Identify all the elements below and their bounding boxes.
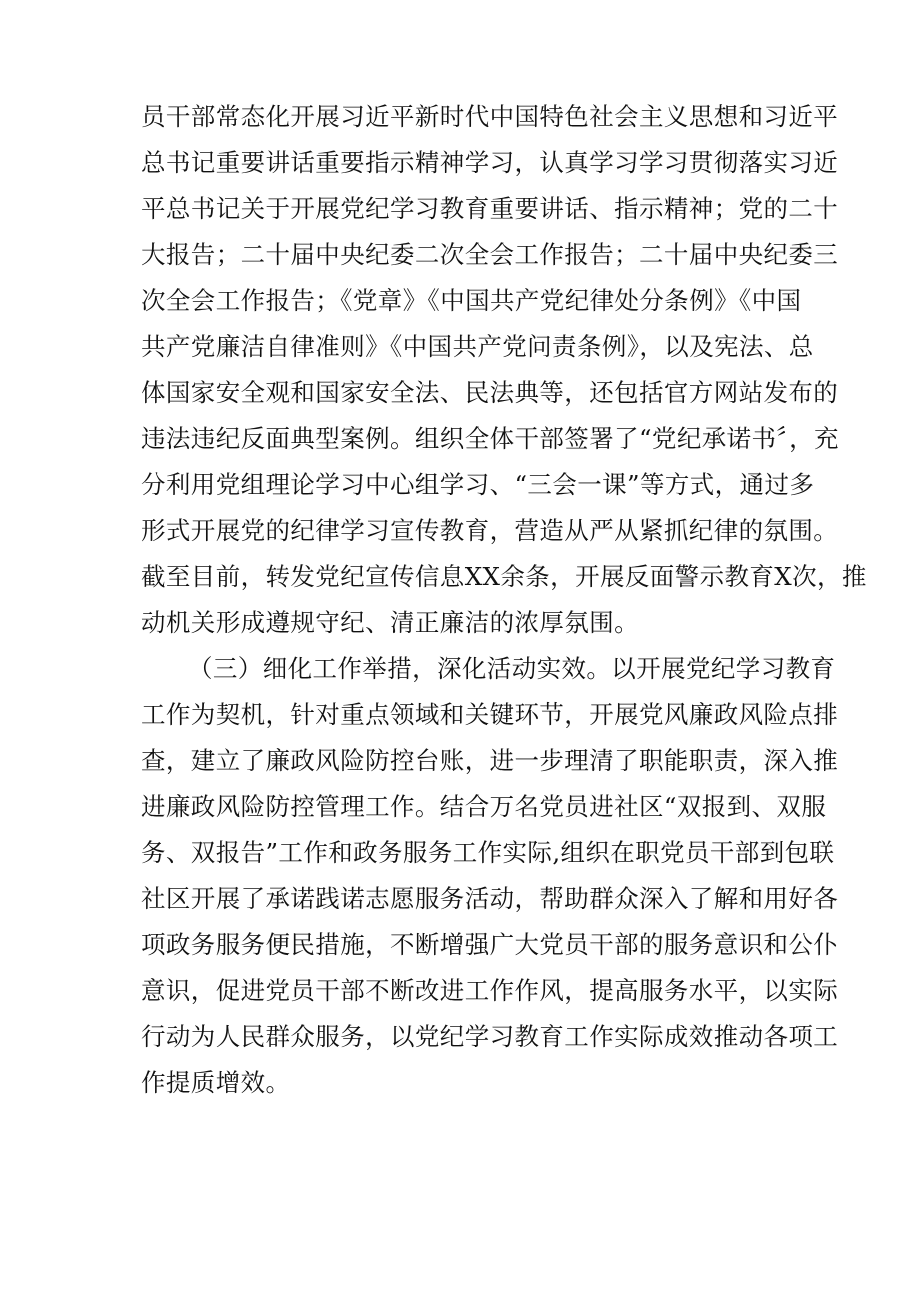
body-text-line: 动机关形成遵规守纪、清正廉洁的浓厚氛围。	[141, 608, 639, 637]
body-text-line: 意识，促进党员干部不断改进工作作风，提高服务水平，以实际	[141, 976, 839, 1005]
body-text-line: 形式开展党的纪律学习宣传教育，营造从严从紧抓纪律的氛围。	[141, 516, 839, 545]
body-text-line: 社区开展了承诺践诺志愿服务活动，帮助群众深入了解和用好各	[141, 884, 839, 913]
body-text-line: 总书记重要讲话重要指示精神学习，认真学习学习贯彻落实习近	[141, 148, 839, 177]
body-text-line: 违法违纪反面典型案例。组织全体干部签署了“党纪承诺书〞，充	[141, 424, 839, 453]
body-text-line: 项政务服务便民措施，不断增强广大党员干部的服务意识和公仆	[141, 930, 839, 959]
body-text-line: 进廉政风险防控管理工作。结合万名党员进社区“双报到、双服	[141, 792, 827, 821]
body-text-line: 大报告；二十届中央纪委二次全会工作报告；二十届中央纪委三	[141, 240, 839, 269]
body-text-line: 分利用党组理论学习中心组学习、“三会一课”等方式，通过多	[141, 470, 815, 499]
body-text-line: 平总书记关于开展党纪学习教育重要讲话、指示精神；党的二十	[141, 194, 839, 223]
body-text-line: 体国家安全观和国家安全法、民法典等，还包括官方网站发布的	[141, 378, 839, 407]
body-text-line: 共产党廉洁自律准则》《中国共产党问责条例》，以及宪法、总	[141, 332, 814, 361]
section-heading-line: （三）细化工作举措，深化活动实效。以开展党纪学习教育	[188, 654, 836, 683]
body-text-line: 务、双报告”工作和政务服务工作实际,组织在职党员干部到包联	[141, 838, 835, 867]
body-text-line: 工作为契机，针对重点领域和关键环节，开展党风廉政风险点排	[141, 700, 839, 729]
body-text-line: 作提质增效。	[141, 1068, 291, 1097]
body-text-line: 员干部常态化开展习近平新时代中国特色社会主义思想和习近平	[141, 102, 839, 131]
body-text-line: 查，建立了廉政风险防控台账，进一步理清了职能职责，深入推	[141, 746, 839, 775]
body-text-line: 截至目前，转发党纪宣传信息XX余条，开展反面警示教育X次，推	[141, 562, 867, 591]
body-text-line: 行动为人民群众服务，以党纪学习教育工作实际成效推动各项工	[141, 1022, 839, 1051]
body-text-line: 次全会工作报告；《党章》《中国共产党纪律处分条例》《中国	[141, 286, 802, 315]
